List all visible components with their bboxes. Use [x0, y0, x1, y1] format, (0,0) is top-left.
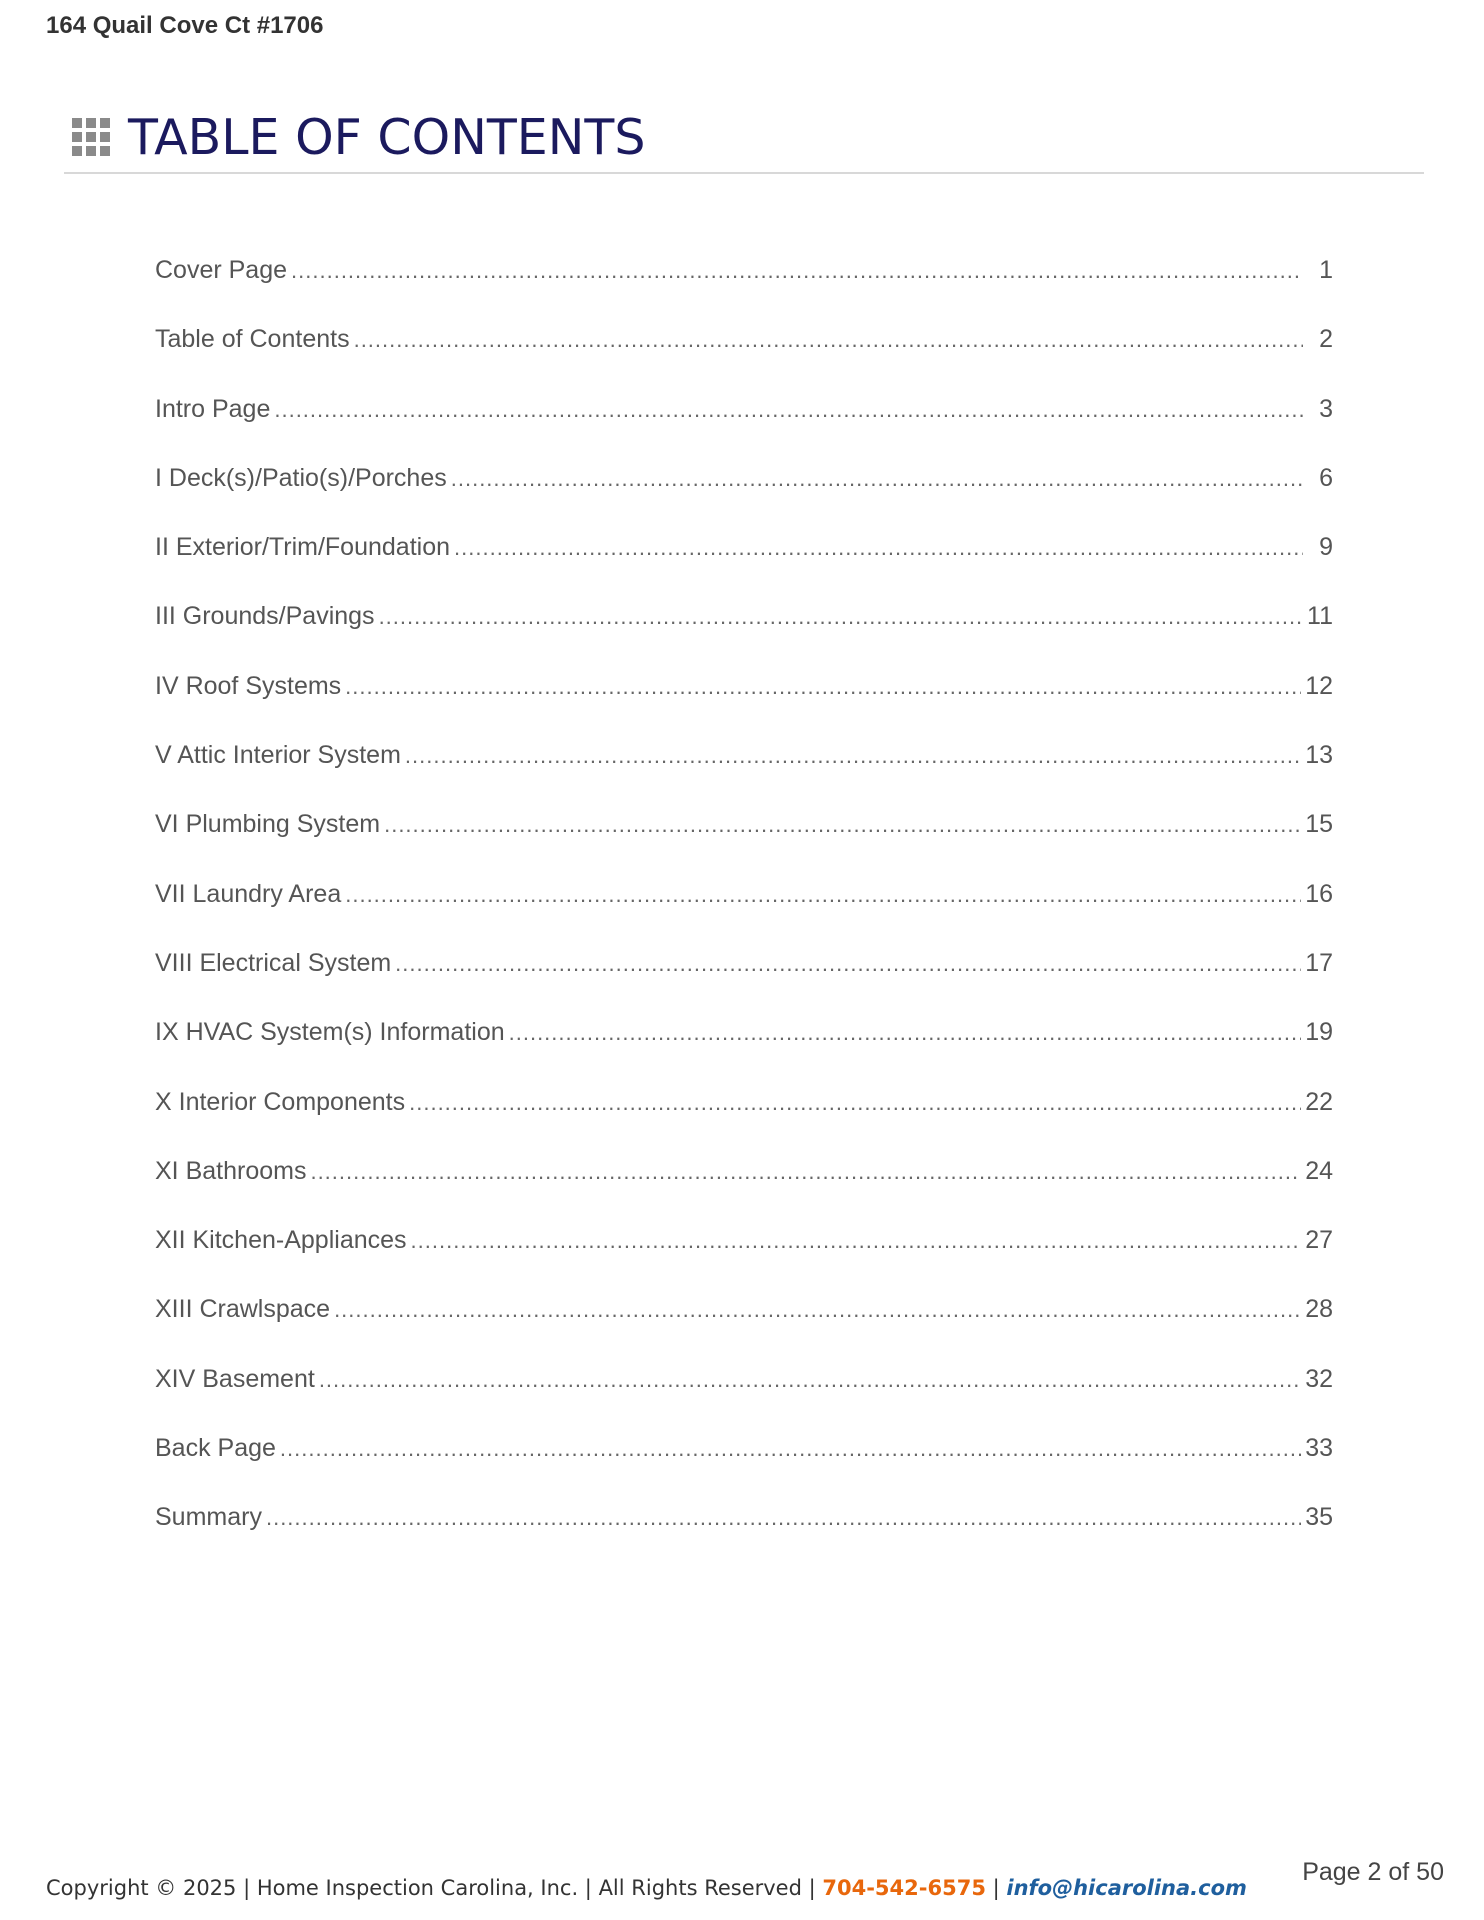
toc-entry-bathrooms[interactable]	[155, 1157, 1333, 1226]
toc-entry-page: 6	[1319, 463, 1333, 492]
dot-leader	[411, 1228, 1302, 1254]
toc-header	[64, 102, 1424, 174]
dot-leader	[345, 882, 1301, 908]
toc-entry-label: Table of Contents	[155, 325, 350, 354]
dot-leader	[291, 258, 1303, 284]
dot-leader	[451, 466, 1303, 492]
toc-entry-page: 16	[1305, 879, 1333, 908]
toc-entry-table-of-contents[interactable]	[155, 325, 1333, 394]
dot-leader	[280, 1436, 1301, 1462]
toc-list	[155, 256, 1333, 1573]
toc-entry-page: 12	[1305, 671, 1333, 700]
toc-entry-page: 24	[1305, 1156, 1333, 1185]
dot-leader	[354, 327, 1303, 353]
dot-leader	[405, 743, 1301, 769]
toc-entry-label: X Interior Components	[155, 1087, 406, 1116]
toc-entry-page: 15	[1305, 810, 1333, 839]
toc-entry-kitchen-appliances[interactable]	[155, 1226, 1333, 1295]
dot-leader	[274, 397, 1303, 423]
toc-entry-label: VIII Electrical System	[155, 948, 392, 977]
grid-icon	[72, 118, 110, 156]
toc-entry-label: V Attic Interior System	[155, 741, 401, 770]
toc-entry-cover-page[interactable]	[155, 256, 1333, 325]
toc-entry-basement[interactable]	[155, 1365, 1333, 1434]
dot-leader	[384, 812, 1301, 838]
property-address: 164 Quail Cove Ct #1706	[46, 12, 324, 39]
toc-entry-page: 2	[1319, 325, 1333, 354]
toc-entry-roof-systems[interactable]	[155, 672, 1333, 741]
dot-leader	[509, 1020, 1302, 1046]
page-title: TABLE OF CONTENTS	[128, 108, 646, 166]
dot-leader	[409, 1090, 1301, 1116]
toc-entry-label: III Grounds/Pavings	[155, 602, 375, 631]
toc-entry-electrical-system[interactable]	[155, 949, 1333, 1018]
footer-separator: |	[992, 1876, 1000, 1900]
toc-entry-attic-interior-system[interactable]	[155, 741, 1333, 810]
toc-entry-page: 22	[1305, 1087, 1333, 1116]
toc-entry-label: VII Laundry Area	[155, 879, 342, 908]
footer-copyright: Copyright © 2025 | Home Inspection Carolina, Inc. | All Rights Reserved |	[46, 1876, 816, 1900]
toc-entry-label: I Deck(s)/Patio(s)/Porches	[155, 463, 447, 492]
toc-entry-label: Summary	[155, 1503, 262, 1532]
toc-entry-page: 13	[1305, 741, 1333, 770]
toc-entry-page: 32	[1305, 1364, 1333, 1393]
toc-entry-laundry-area[interactable]	[155, 880, 1333, 949]
toc-entry-interior-components[interactable]	[155, 1088, 1333, 1157]
toc-entry-page: 27	[1305, 1226, 1333, 1255]
footer-phone-link[interactable]: 704-542-6575	[822, 1876, 986, 1900]
toc-entry-page: 3	[1319, 394, 1333, 423]
toc-entry-page: 35	[1305, 1503, 1333, 1532]
toc-entry-label: Back Page	[155, 1434, 276, 1463]
toc-entry-summary[interactable]	[155, 1503, 1333, 1572]
dot-leader	[310, 1159, 1301, 1185]
dot-leader	[334, 1297, 1301, 1323]
toc-entry-page: 11	[1307, 602, 1333, 631]
toc-entry-label: Cover Page	[155, 256, 288, 284]
toc-entry-plumbing-system[interactable]	[155, 810, 1333, 879]
dot-leader	[266, 1505, 1301, 1531]
toc-entry-intro-page[interactable]	[155, 395, 1333, 464]
dot-leader	[319, 1367, 1301, 1393]
toc-entry-label: Intro Page	[155, 394, 271, 423]
toc-entry-exterior-trim-foundation[interactable]	[155, 533, 1333, 602]
toc-entry-back-page[interactable]	[155, 1434, 1333, 1503]
dot-leader	[395, 951, 1301, 977]
footer-email-link[interactable]: info@hicarolina.com	[1006, 1876, 1247, 1900]
toc-entry-decks-patios-porches[interactable]	[155, 464, 1333, 533]
toc-entry-label: IX HVAC System(s) Information	[155, 1018, 505, 1047]
toc-entry-label: II Exterior/Trim/Foundation	[155, 533, 451, 562]
toc-entry-grounds-pavings[interactable]	[155, 602, 1333, 671]
footer	[46, 1876, 1247, 1900]
toc-entry-label: XIII Crawlspace	[155, 1295, 331, 1324]
toc-entry-label: XI Bathrooms	[155, 1156, 307, 1185]
toc-entry-page: 19	[1305, 1018, 1333, 1047]
toc-entry-page: 33	[1305, 1434, 1333, 1463]
toc-entry-hvac-systems-information[interactable]	[155, 1018, 1333, 1087]
dot-leader	[345, 674, 1301, 700]
toc-entry-page: 28	[1305, 1295, 1333, 1324]
toc-entry-page: 9	[1319, 533, 1333, 562]
dot-leader	[379, 604, 1303, 630]
toc-entry-page: 1	[1319, 256, 1333, 284]
page-number: Page 2 of 50	[1302, 1858, 1444, 1886]
toc-entry-page: 17	[1305, 948, 1333, 977]
dot-leader	[454, 535, 1303, 561]
toc-entry-label: VI Plumbing System	[155, 810, 381, 839]
toc-entry-label: IV Roof Systems	[155, 671, 342, 700]
toc-entry-label: XII Kitchen-Appliances	[155, 1226, 407, 1255]
toc-entry-crawlspace[interactable]	[155, 1295, 1333, 1364]
toc-entry-label: XIV Basement	[155, 1364, 315, 1393]
